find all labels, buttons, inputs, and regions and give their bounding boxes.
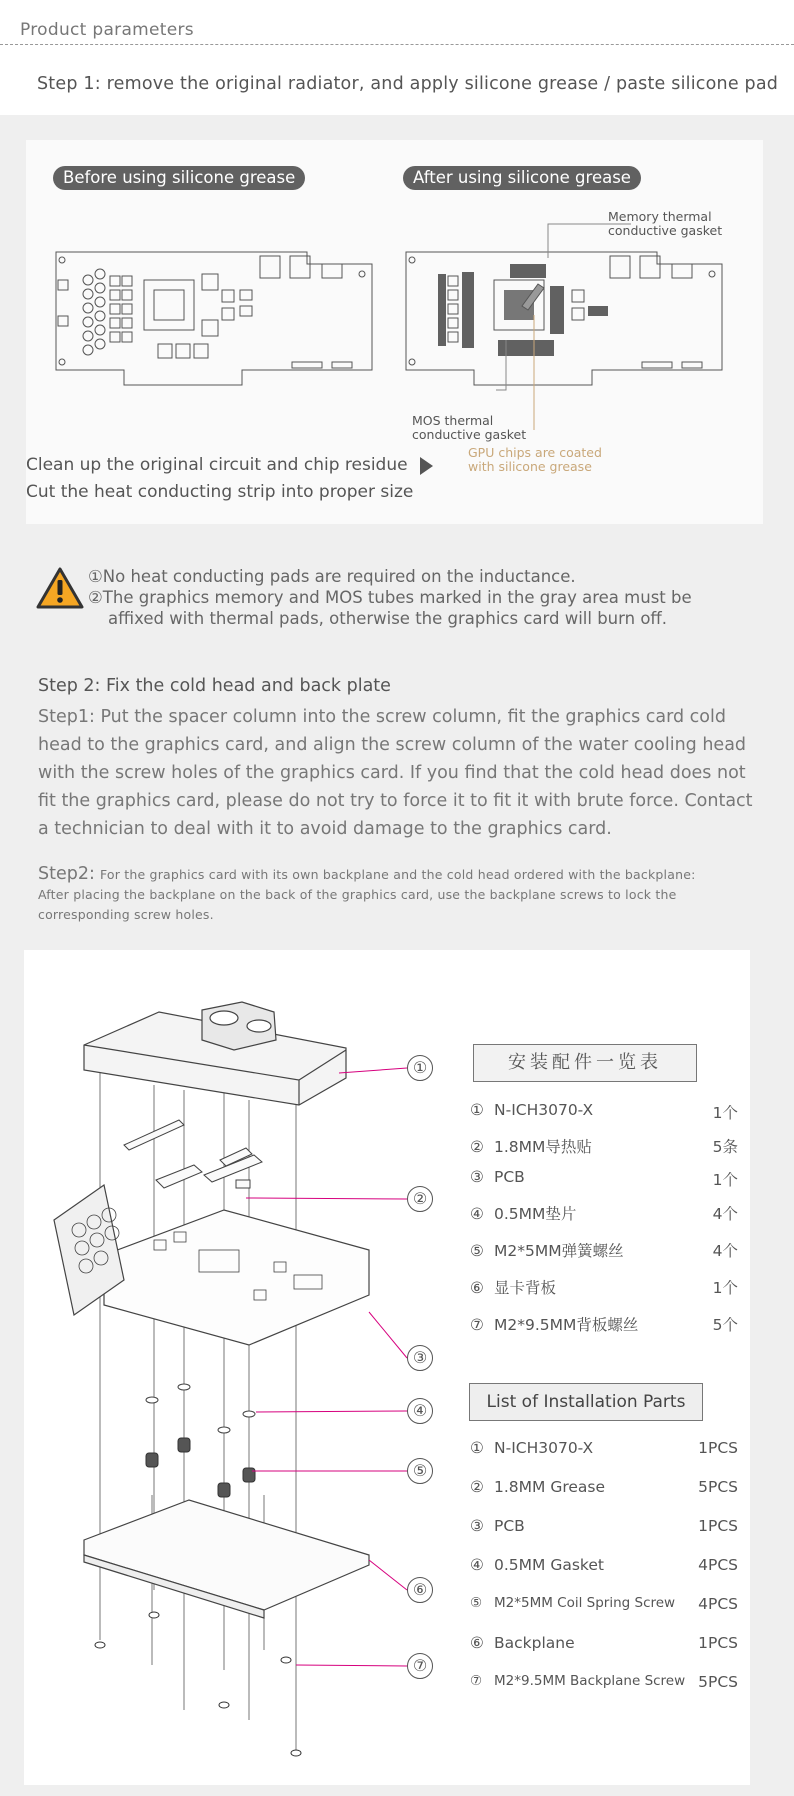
- page-title: Product parameters: [20, 20, 194, 40]
- cn-row-5: ⑤ M2*5MM弹簧螺丝 4个: [470, 1242, 738, 1260]
- header-divider: [0, 44, 794, 45]
- step1-title: Step 1: remove the original radiator, and apply silicone grease / paste silicone pad: [37, 74, 779, 94]
- warning-line-2: ②The graphics memory and MOS tubes marked in the gray area must be: [88, 588, 692, 607]
- en-row-4: ④ 0.5MM Gasket 4PCS: [470, 1556, 738, 1574]
- step2b-text-2: After placing the backplane on the back of the graphics card, use the backplane screws to lock the corresponding screw holes.: [38, 887, 677, 922]
- step2-paragraph: Step1: Put the spacer column into the screw column, fit the graphics card cold head to the graphics card, and align the screw column of the water cooling head with the screw holes of the graphics card. If you find that the cold head does not fit the graphics card, please do not try to force it to fit it with brute force. Contact a technician to deal with it to avoid damage to the graphics card.: [38, 707, 753, 839]
- cn-row-2: ② 1.8MM导热贴 5条: [470, 1138, 738, 1156]
- after-label: After using silicone grease: [403, 166, 641, 190]
- callout-5: ⑤: [407, 1458, 433, 1484]
- mos-label-2: conductive gasket: [412, 427, 527, 442]
- gpu-label-1: GPU chips are coated: [468, 445, 602, 460]
- callout-1: ①: [407, 1055, 433, 1081]
- cn-row-1: ① N-ICH3070-X 1个: [470, 1101, 738, 1122]
- step2b-text-1: For the graphics card with its own backplane and the cold head ordered with the backplane:: [99, 867, 696, 882]
- header-section: [0, 0, 794, 115]
- memory-label-1: Memory thermal: [608, 209, 712, 224]
- warning-line-1: ①No heat conducting pads are required on the inductance.: [88, 567, 576, 586]
- en-row-1: ① N-ICH3070-X 1PCS: [470, 1439, 738, 1457]
- gpu-label-2: with silicone grease: [468, 459, 592, 474]
- en-row-2: ② 1.8MM Grease 5PCS: [470, 1478, 738, 1496]
- step2b-label: Step2:: [38, 864, 95, 884]
- clean-instruction: Clean up the original circuit and chip residue: [26, 455, 408, 475]
- warning-line-3: affixed with thermal pads, otherwise the graphics card will burn off.: [108, 609, 668, 628]
- parts-panel: [24, 950, 750, 1785]
- step2-title: Step 2: Fix the cold head and back plate: [38, 676, 391, 696]
- warning-triangle-icon: [36, 566, 84, 610]
- callout-6: ⑥: [407, 1577, 433, 1603]
- callout-4: ④: [407, 1398, 433, 1424]
- callout-2: ②: [407, 1186, 433, 1212]
- en-parts-title: List of Installation Parts: [469, 1383, 703, 1421]
- en-row-5: ⑤ M2*5MM Coil Spring Screw 4PCS: [470, 1595, 738, 1613]
- en-row-3: ③ PCB 1PCS: [470, 1517, 738, 1535]
- cn-row-4: ④ 0.5MM垫片 4个: [470, 1205, 738, 1223]
- callout-7: ⑦: [407, 1653, 433, 1679]
- cn-row-3: ③ PCB 1个: [470, 1168, 738, 1189]
- cn-row-6: ⑥ 显卡背板 1个: [470, 1279, 738, 1297]
- mos-label-1: MOS thermal: [412, 413, 494, 428]
- cn-row-7: ⑦ M2*9.5MM背板螺丝 5个: [470, 1316, 738, 1334]
- en-row-6: ⑥ Backplane 1PCS: [470, 1634, 738, 1652]
- en-row-7: ⑦ M2*9.5MM Backplane Screw 5PCS: [470, 1673, 738, 1691]
- memory-label-2: conductive gasket: [608, 223, 723, 238]
- before-label: Before using silicone grease: [53, 166, 305, 190]
- cut-instruction: Cut the heat conducting strip into proper size: [26, 482, 414, 502]
- callout-3: ③: [407, 1345, 433, 1371]
- step2b-block: [38, 864, 763, 924]
- cn-parts-title: 安装配件一览表: [473, 1044, 697, 1082]
- arrow-right-icon: [420, 457, 433, 475]
